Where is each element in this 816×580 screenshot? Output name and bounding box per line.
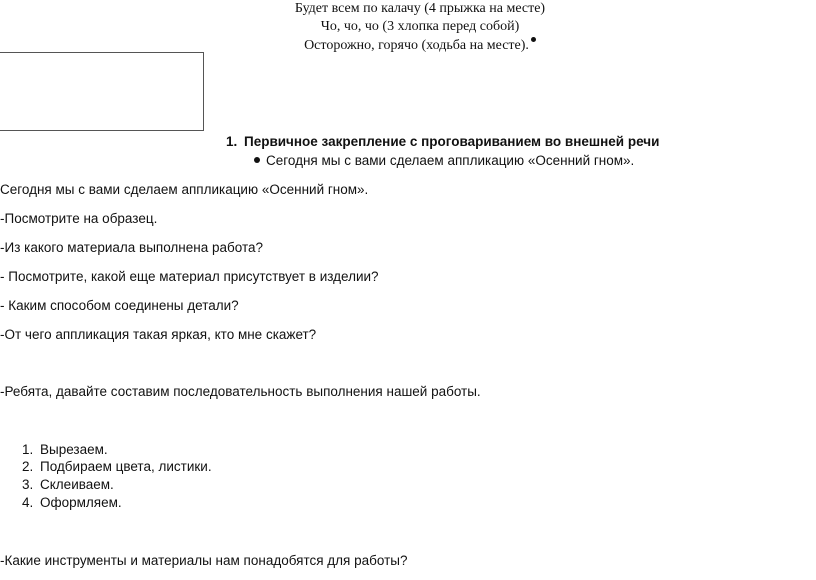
step-text: Подбираем цвета, листики.: [40, 459, 212, 474]
paragraph-question-2: -Из какого материала выполнена работа?: [0, 240, 263, 255]
step-number: 1.: [22, 442, 34, 457]
paragraph-sequence: -Ребята, давайте составим последовательность выполнения нашей работы.: [0, 384, 481, 399]
paragraph-question-5: -От чего аппликация такая яркая, кто мне скажет?: [0, 327, 317, 342]
paragraph-intro: Сегодня мы с вами сделаем аппликацию «Осенний гном».: [0, 182, 369, 197]
section-heading: [226, 133, 659, 150]
step-item: [22, 441, 108, 458]
paragraph-final-question: -Какие инструменты и материалы нам понадобятся для работы?: [0, 553, 408, 568]
step-number: 2.: [22, 459, 34, 474]
rhyme-line-1: Будет всем по калачу (4 прыжка на месте): [294, 1, 546, 16]
bullet-icon: [254, 157, 260, 163]
step-text: Оформляем.: [40, 495, 122, 510]
section-heading-text: Первичное закрепление с проговариванием во внешней речи: [244, 134, 660, 149]
bullet-item: [254, 152, 634, 169]
bullet-item-text: Сегодня мы с вами сделаем аппликацию «Осенний гном».: [266, 153, 635, 168]
paragraph-question-3: - Посмотрите, какой еще материал присутствует в изделии?: [0, 269, 379, 284]
step-text: Вырезаем.: [40, 442, 108, 457]
rhyme-line-3-text: Осторожно, горячо (ходьба на месте).: [304, 38, 529, 53]
rhyme-line-2: Чо, чо, чо (3 хлопка перед собой): [320, 19, 520, 34]
image-frame: [0, 52, 204, 131]
bullet-dot-icon: [531, 37, 536, 42]
step-item: [22, 494, 122, 511]
paragraph-question-4: - Каким способом соединены детали?: [0, 298, 239, 313]
section-heading-number: 1.: [226, 134, 238, 149]
step-text: Склеиваем.: [40, 477, 114, 492]
step-number: 4.: [22, 495, 34, 510]
step-number: 3.: [22, 477, 34, 492]
step-item: [22, 458, 212, 475]
step-item: [22, 476, 114, 493]
paragraph-question-1: -Посмотрите на образец.: [0, 211, 158, 226]
